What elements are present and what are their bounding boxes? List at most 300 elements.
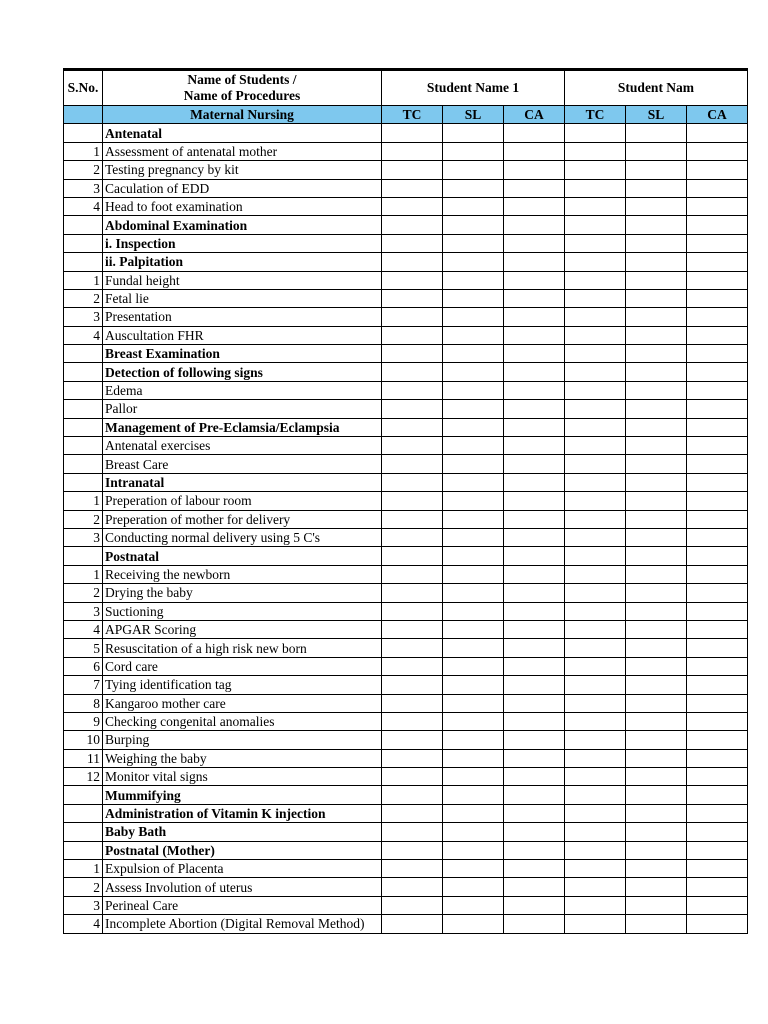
- student-1-ca-cell[interactable]: [504, 253, 565, 271]
- student-2-tc-cell[interactable]: [565, 400, 626, 418]
- student-1-ca-cell[interactable]: [504, 289, 565, 307]
- student-2-ca-cell[interactable]: [687, 418, 748, 436]
- student-2-sl-cell[interactable]: [626, 124, 687, 142]
- student-2-ca-cell[interactable]: [687, 712, 748, 730]
- student-2-tc-cell[interactable]: [565, 731, 626, 749]
- student-2-tc-cell[interactable]: [565, 602, 626, 620]
- table-row: [64, 639, 748, 657]
- student-2-ca-cell[interactable]: [687, 896, 748, 914]
- student-2-sl-cell[interactable]: [626, 657, 687, 675]
- student-2-ca-cell[interactable]: [687, 860, 748, 878]
- student-2-ca-cell[interactable]: [687, 565, 748, 583]
- student-1-ca-cell[interactable]: [504, 492, 565, 510]
- table-row: [64, 253, 748, 271]
- student-2-sl-cell[interactable]: [626, 712, 687, 730]
- student-2-tc-cell[interactable]: [565, 308, 626, 326]
- student-1-ca-cell[interactable]: [504, 823, 565, 841]
- student-2-ca-cell[interactable]: [687, 602, 748, 620]
- student-1-ca-cell[interactable]: [504, 878, 565, 896]
- student-1-sl-cell[interactable]: [443, 547, 504, 565]
- student-2-tc-cell[interactable]: [565, 804, 626, 822]
- student-1-ca-cell[interactable]: [504, 749, 565, 767]
- student-1-ca-cell[interactable]: [504, 473, 565, 491]
- student-1-sl-cell[interactable]: [443, 271, 504, 289]
- student-1-ca-cell[interactable]: [504, 786, 565, 804]
- student-1-tc-cell[interactable]: [382, 565, 443, 583]
- student-1-ca-cell[interactable]: [504, 915, 565, 933]
- student-1-ca-cell[interactable]: [504, 124, 565, 142]
- name-header-line2: Name of Procedures: [183, 88, 301, 103]
- student-2-tc-cell[interactable]: [565, 289, 626, 307]
- student-1-ca-cell[interactable]: [504, 216, 565, 234]
- student-2-sl-cell[interactable]: [626, 234, 687, 252]
- student-1-sl-cell[interactable]: [443, 528, 504, 546]
- student-2-sl-cell[interactable]: [626, 749, 687, 767]
- student-2-ca-cell[interactable]: [687, 179, 748, 197]
- student-2-ca-cell[interactable]: [687, 528, 748, 546]
- student-2-sl-cell[interactable]: [626, 823, 687, 841]
- student-1-tc-cell[interactable]: [382, 528, 443, 546]
- student-2-ca-cell[interactable]: [687, 124, 748, 142]
- student-1-sl-cell[interactable]: [443, 345, 504, 363]
- student-2-tc-cell[interactable]: [565, 179, 626, 197]
- student-2-ca-cell[interactable]: [687, 823, 748, 841]
- student-2-sl-cell[interactable]: [626, 768, 687, 786]
- student-2-tc-cell[interactable]: [565, 749, 626, 767]
- student-1-sl-cell[interactable]: [443, 620, 504, 638]
- student-1-tc-cell[interactable]: [382, 749, 443, 767]
- row-number: 2: [64, 584, 103, 602]
- student-2-sl-cell[interactable]: [626, 620, 687, 638]
- student-1-sl-cell[interactable]: [443, 363, 504, 381]
- row-number: 1: [64, 492, 103, 510]
- student-1-ca-cell[interactable]: [504, 271, 565, 289]
- student-2-ca-cell[interactable]: [687, 639, 748, 657]
- student-1-tc-cell[interactable]: [382, 915, 443, 933]
- student-1-tc-cell[interactable]: [382, 584, 443, 602]
- student-1-tc-cell[interactable]: [382, 510, 443, 528]
- procedure-name: Expulsion of Placenta: [103, 860, 382, 878]
- student-2-sl-cell[interactable]: [626, 731, 687, 749]
- student-1-ca-cell[interactable]: [504, 234, 565, 252]
- student-1-sl-cell[interactable]: [443, 326, 504, 344]
- student-1-ca-cell[interactable]: [504, 381, 565, 399]
- student-1-tc-cell[interactable]: [382, 768, 443, 786]
- student-2-ca-cell[interactable]: [687, 841, 748, 859]
- student-2-ca-cell[interactable]: [687, 584, 748, 602]
- student-2-tc-cell[interactable]: [565, 841, 626, 859]
- student-2-ca-cell[interactable]: [687, 326, 748, 344]
- procedure-name: Testing pregnancy by kit: [103, 161, 382, 179]
- student-1-ca-cell[interactable]: [504, 694, 565, 712]
- table-row: [64, 620, 748, 638]
- student-1-ca-cell[interactable]: [504, 676, 565, 694]
- student-1-sl-cell[interactable]: [443, 253, 504, 271]
- student-1-ca-cell[interactable]: [504, 547, 565, 565]
- student-1-sl-cell[interactable]: [443, 602, 504, 620]
- row-number: 7: [64, 676, 103, 694]
- student-2-sl-cell[interactable]: [626, 161, 687, 179]
- student-1-ca-cell[interactable]: [504, 179, 565, 197]
- student-2-ca-cell[interactable]: [687, 455, 748, 473]
- student-2-sl-cell[interactable]: [626, 878, 687, 896]
- student-1-tc-cell[interactable]: [382, 400, 443, 418]
- student-1-ca-cell[interactable]: [504, 860, 565, 878]
- student-2-tc-cell[interactable]: [565, 676, 626, 694]
- student-1-sl-cell[interactable]: [443, 804, 504, 822]
- student-1-ca-cell[interactable]: [504, 455, 565, 473]
- student-2-sl-cell[interactable]: [626, 584, 687, 602]
- student-2-sl-cell[interactable]: [626, 381, 687, 399]
- student-2-tc-cell[interactable]: [565, 915, 626, 933]
- student-1-tc-cell[interactable]: [382, 804, 443, 822]
- student-1-ca-cell[interactable]: [504, 712, 565, 730]
- sno-header: S.No.: [64, 70, 103, 106]
- student-1-ca-cell[interactable]: [504, 657, 565, 675]
- student-1-ca-cell[interactable]: [504, 510, 565, 528]
- student-2-tc-cell[interactable]: [565, 492, 626, 510]
- subheader-row: [64, 106, 748, 124]
- section-heading: Postnatal (Mother): [103, 841, 382, 859]
- student-2-sl-cell[interactable]: [626, 528, 687, 546]
- student-2-sl-cell[interactable]: [626, 455, 687, 473]
- student-2-sl-cell[interactable]: [626, 915, 687, 933]
- student-2-tc-cell[interactable]: [565, 234, 626, 252]
- student-1-sl-cell[interactable]: [443, 657, 504, 675]
- student-1-sl-cell[interactable]: [443, 731, 504, 749]
- table-row: [64, 437, 748, 455]
- student-1-sl-cell[interactable]: [443, 896, 504, 914]
- student-2-ca-cell[interactable]: [687, 749, 748, 767]
- row-number: 1: [64, 271, 103, 289]
- student-1-tc-cell[interactable]: [382, 860, 443, 878]
- student-2-ca-cell[interactable]: [687, 804, 748, 822]
- student-1-tc-cell[interactable]: [382, 712, 443, 730]
- student-2-sl-cell[interactable]: [626, 639, 687, 657]
- student-1-tc-cell[interactable]: [382, 363, 443, 381]
- student-2-sl-cell[interactable]: [626, 804, 687, 822]
- student-1-sl-cell[interactable]: [443, 124, 504, 142]
- student-2-sl-cell[interactable]: [626, 400, 687, 418]
- procedure-name: Weighing the baby: [103, 749, 382, 767]
- student-1-sl-cell[interactable]: [443, 694, 504, 712]
- student-1-tc-cell[interactable]: [382, 216, 443, 234]
- student-2-tc-cell[interactable]: [565, 694, 626, 712]
- student-1-ca-cell[interactable]: [504, 418, 565, 436]
- student-1-sl-cell[interactable]: [443, 381, 504, 399]
- student-2-tc-cell[interactable]: [565, 124, 626, 142]
- student-1-sl-cell[interactable]: [443, 418, 504, 436]
- procedure-name: Head to foot examination: [103, 197, 382, 215]
- student-2-ca-cell[interactable]: [687, 345, 748, 363]
- student-1-sl-cell[interactable]: [443, 510, 504, 528]
- student-1-ca-cell[interactable]: [504, 363, 565, 381]
- student-2-ca-cell[interactable]: [687, 657, 748, 675]
- student-2-tc-cell[interactable]: [565, 363, 626, 381]
- student-1-sl-cell[interactable]: [443, 289, 504, 307]
- procedure-table: [63, 68, 748, 934]
- student-2-sl-cell[interactable]: [626, 345, 687, 363]
- student-1-tc-cell[interactable]: [382, 896, 443, 914]
- student-1-ca-cell[interactable]: [504, 602, 565, 620]
- student-2-tc-cell[interactable]: [565, 565, 626, 583]
- student-2-sl-cell[interactable]: [626, 363, 687, 381]
- student-2-tc-cell[interactable]: [565, 823, 626, 841]
- student-1-ca-cell[interactable]: [504, 308, 565, 326]
- table-row: [64, 768, 748, 786]
- student-2-sl-cell[interactable]: [626, 694, 687, 712]
- student-2-sl-cell[interactable]: [626, 602, 687, 620]
- student-1-ca-cell[interactable]: [504, 896, 565, 914]
- student-1-tc-cell[interactable]: [382, 473, 443, 491]
- student-1-ca-cell[interactable]: [504, 841, 565, 859]
- student-1-sl-cell[interactable]: [443, 639, 504, 657]
- student-1-tc-cell[interactable]: [382, 492, 443, 510]
- student-2-ca-cell[interactable]: [687, 731, 748, 749]
- student-1-sl-cell[interactable]: [443, 179, 504, 197]
- student-1-ca-cell[interactable]: [504, 639, 565, 657]
- student-2-tc-cell[interactable]: [565, 437, 626, 455]
- student-2-ca-cell[interactable]: [687, 473, 748, 491]
- student-1-sl-cell[interactable]: [443, 234, 504, 252]
- student-1-sl-cell[interactable]: [443, 400, 504, 418]
- name-header-line1: Name of Students /: [187, 72, 297, 87]
- student-1-tc-cell[interactable]: [382, 694, 443, 712]
- student-2-ca-cell[interactable]: [687, 161, 748, 179]
- student-2-ca-cell[interactable]: [687, 253, 748, 271]
- student-1-tc-cell[interactable]: [382, 731, 443, 749]
- student-2-ca-cell[interactable]: [687, 510, 748, 528]
- student-1-sl-cell[interactable]: [443, 308, 504, 326]
- student-1-tc-cell[interactable]: [382, 455, 443, 473]
- student-2-sl-cell[interactable]: [626, 271, 687, 289]
- student-1-sl-cell[interactable]: [443, 455, 504, 473]
- student-1-tc-cell[interactable]: [382, 197, 443, 215]
- student-1-ca-cell[interactable]: [504, 620, 565, 638]
- student-2-sl-cell[interactable]: [626, 179, 687, 197]
- student-1-ca-cell[interactable]: [504, 768, 565, 786]
- row-number: [64, 418, 103, 436]
- student-2-sl-cell[interactable]: [626, 565, 687, 583]
- student-2-sl-cell[interactable]: [626, 786, 687, 804]
- student-2-ca-cell[interactable]: [687, 437, 748, 455]
- student-1-tc-cell[interactable]: [382, 657, 443, 675]
- student-1-ca-cell[interactable]: [504, 565, 565, 583]
- student-2-ca-cell[interactable]: [687, 676, 748, 694]
- procedure-name: Perineal Care: [103, 896, 382, 914]
- student-2-ca-cell[interactable]: [687, 381, 748, 399]
- student-2-tc-cell[interactable]: [565, 786, 626, 804]
- student-1-sl-cell[interactable]: [443, 841, 504, 859]
- student-2-ca-cell[interactable]: [687, 768, 748, 786]
- student-1-ca-cell[interactable]: [504, 528, 565, 546]
- student-1-tc-cell[interactable]: [382, 620, 443, 638]
- student-2-tc-cell[interactable]: [565, 510, 626, 528]
- student-2-ca-cell[interactable]: [687, 197, 748, 215]
- student-1-sl-cell[interactable]: [443, 823, 504, 841]
- student-1-sl-cell[interactable]: [443, 161, 504, 179]
- row-number: 1: [64, 860, 103, 878]
- student-2-tc-cell[interactable]: [565, 271, 626, 289]
- student-2-tc-cell[interactable]: [565, 547, 626, 565]
- student-2-tc-cell[interactable]: [565, 216, 626, 234]
- student-1-tc-cell[interactable]: [382, 234, 443, 252]
- student-2-sl-cell[interactable]: [626, 197, 687, 215]
- student-2-sl-cell[interactable]: [626, 547, 687, 565]
- student-1-sl-cell[interactable]: [443, 712, 504, 730]
- student-2-tc-cell[interactable]: [565, 712, 626, 730]
- student-2-ca-cell[interactable]: [687, 878, 748, 896]
- student-2-tc-cell[interactable]: [565, 345, 626, 363]
- student-2-ca-cell[interactable]: [687, 363, 748, 381]
- student-2-sl-cell[interactable]: [626, 676, 687, 694]
- student-2-tc-cell[interactable]: [565, 860, 626, 878]
- student-1-tc-cell[interactable]: [382, 602, 443, 620]
- student-1-ca-cell[interactable]: [504, 584, 565, 602]
- student-1-tc-cell[interactable]: [382, 437, 443, 455]
- student-1-tc-cell[interactable]: [382, 326, 443, 344]
- section-heading: ii. Palpitation: [103, 253, 382, 271]
- student-2-sl-cell[interactable]: [626, 860, 687, 878]
- student-2-tc-cell[interactable]: [565, 896, 626, 914]
- row-number: 10: [64, 731, 103, 749]
- student-2-sl-cell[interactable]: [626, 510, 687, 528]
- student-2-ca-cell[interactable]: [687, 694, 748, 712]
- student-2-sl-cell[interactable]: [626, 437, 687, 455]
- student-1-tc-cell[interactable]: [382, 345, 443, 363]
- student-2-tc-cell[interactable]: [565, 455, 626, 473]
- student-1-sl-cell[interactable]: [443, 676, 504, 694]
- student-2-ca-cell[interactable]: [687, 308, 748, 326]
- student-1-sl-cell[interactable]: [443, 749, 504, 767]
- student-1-tc-cell[interactable]: [382, 878, 443, 896]
- student-2-sl-cell[interactable]: [626, 473, 687, 491]
- student-1-sl-cell[interactable]: [443, 768, 504, 786]
- student-2-tc-cell[interactable]: [565, 768, 626, 786]
- student-1-sl-cell[interactable]: [443, 565, 504, 583]
- student-1-ca-cell[interactable]: [504, 731, 565, 749]
- student-2-tc-cell[interactable]: [565, 142, 626, 160]
- student-1-tc-cell[interactable]: [382, 823, 443, 841]
- student-2-tc-cell[interactable]: [565, 326, 626, 344]
- row-number: [64, 437, 103, 455]
- student-1-ca-cell[interactable]: [504, 197, 565, 215]
- student-2-tc-cell[interactable]: [565, 381, 626, 399]
- student-1-ca-cell[interactable]: [504, 142, 565, 160]
- student-2-ca-cell[interactable]: [687, 915, 748, 933]
- student-1-sl-cell[interactable]: [443, 786, 504, 804]
- sno-subheader-empty: [64, 106, 103, 124]
- student-2-sl-cell[interactable]: [626, 326, 687, 344]
- student-1-tc-cell[interactable]: [382, 381, 443, 399]
- student-1-tc-cell[interactable]: [382, 639, 443, 657]
- student-1-sl-cell[interactable]: [443, 473, 504, 491]
- student-1-tc-cell[interactable]: [382, 841, 443, 859]
- table-row: [64, 308, 748, 326]
- table-row: [64, 216, 748, 234]
- student-1-sl-cell[interactable]: [443, 915, 504, 933]
- row-number: 1: [64, 142, 103, 160]
- student-1-tc-cell[interactable]: [382, 179, 443, 197]
- student-1-sl-cell[interactable]: [443, 197, 504, 215]
- student-1-tc-cell[interactable]: [382, 124, 443, 142]
- student-1-tc-cell[interactable]: [382, 786, 443, 804]
- student-2-tc-cell[interactable]: [565, 473, 626, 491]
- student-2-sl-cell[interactable]: [626, 216, 687, 234]
- student-1-tc-cell[interactable]: [382, 676, 443, 694]
- student-1-sl-cell[interactable]: [443, 860, 504, 878]
- student-1-sl-cell[interactable]: [443, 492, 504, 510]
- student-1-tc-cell[interactable]: [382, 271, 443, 289]
- student-1-tc-cell[interactable]: [382, 308, 443, 326]
- student-2-tc-cell[interactable]: [565, 639, 626, 657]
- table-row: [64, 363, 748, 381]
- student-1-tc-cell[interactable]: [382, 547, 443, 565]
- student-1-sl-cell[interactable]: [443, 142, 504, 160]
- student-1-tc-cell[interactable]: [382, 289, 443, 307]
- student-1-sl-cell[interactable]: [443, 437, 504, 455]
- student-2-sl-cell[interactable]: [626, 841, 687, 859]
- student-2-tc-cell[interactable]: [565, 197, 626, 215]
- student-2-ca-cell[interactable]: [687, 271, 748, 289]
- student-1-tc-cell[interactable]: [382, 142, 443, 160]
- student-2-ca-cell[interactable]: [687, 216, 748, 234]
- student-1-tc-cell[interactable]: [382, 253, 443, 271]
- student-2-ca-cell[interactable]: [687, 400, 748, 418]
- student-1-ca-cell[interactable]: [504, 161, 565, 179]
- student-2-sl-cell[interactable]: [626, 418, 687, 436]
- student-1-ca-cell[interactable]: [504, 345, 565, 363]
- table-row: [64, 161, 748, 179]
- row-number: 4: [64, 326, 103, 344]
- student-2-tc-cell[interactable]: [565, 657, 626, 675]
- student-2-sl-cell[interactable]: [626, 308, 687, 326]
- procedure-name: Assessment of antenatal mother: [103, 142, 382, 160]
- student-2-sl-cell[interactable]: [626, 492, 687, 510]
- student-1-ca-cell[interactable]: [504, 437, 565, 455]
- student-1-sl-cell[interactable]: [443, 216, 504, 234]
- student-2-tc-cell[interactable]: [565, 528, 626, 546]
- row-number: [64, 841, 103, 859]
- student-2-tc-cell[interactable]: [565, 620, 626, 638]
- section-heading: Baby Bath: [103, 823, 382, 841]
- student-2-ca-cell[interactable]: [687, 234, 748, 252]
- student-1-ca-cell[interactable]: [504, 400, 565, 418]
- student-2-ca-cell[interactable]: [687, 289, 748, 307]
- student-1-sl-cell[interactable]: [443, 584, 504, 602]
- student-2-tc-cell[interactable]: [565, 253, 626, 271]
- row-number: [64, 234, 103, 252]
- student-1-ca-cell[interactable]: [504, 326, 565, 344]
- student-2-tc-cell[interactable]: [565, 584, 626, 602]
- student-2-sl-cell[interactable]: [626, 289, 687, 307]
- student-2-ca-cell[interactable]: [687, 492, 748, 510]
- student-2-sl-cell[interactable]: [626, 253, 687, 271]
- student-1-tc-cell[interactable]: [382, 161, 443, 179]
- student-1-sl-cell[interactable]: [443, 878, 504, 896]
- student-2-ca-cell[interactable]: [687, 547, 748, 565]
- student-2-ca-cell[interactable]: [687, 786, 748, 804]
- student-2-tc-cell[interactable]: [565, 418, 626, 436]
- student-2-tc-cell[interactable]: [565, 878, 626, 896]
- student-2-ca-cell[interactable]: [687, 142, 748, 160]
- student-1-tc-cell[interactable]: [382, 418, 443, 436]
- student-2-sl-cell[interactable]: [626, 896, 687, 914]
- student-2-sl-cell[interactable]: [626, 142, 687, 160]
- student-2-ca-cell[interactable]: [687, 620, 748, 638]
- student-1-ca-cell[interactable]: [504, 804, 565, 822]
- student-2-tc-cell[interactable]: [565, 161, 626, 179]
